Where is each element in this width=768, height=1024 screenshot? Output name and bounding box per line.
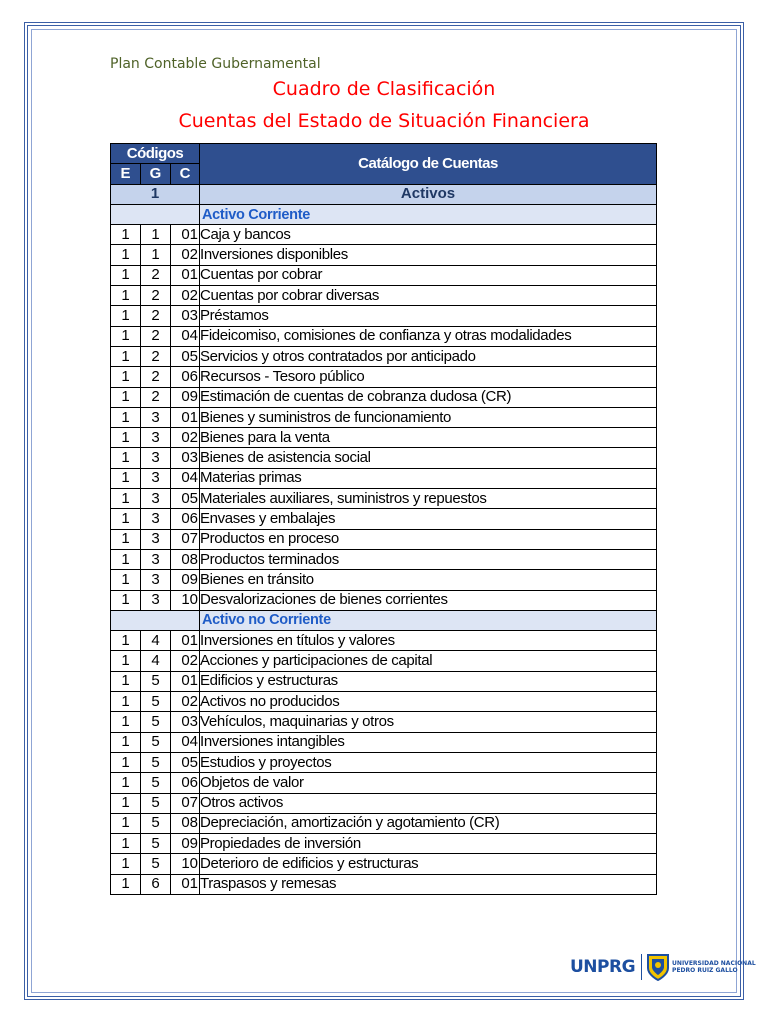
table-row [111,631,657,651]
account-name: Productos en proceso [200,529,657,549]
code-g: 3 [141,509,171,529]
account-name: Caja y bancos [200,225,657,245]
code-e: 1 [111,651,141,671]
code-c: 05 [171,489,200,509]
code-c: 01 [171,225,200,245]
code-c: 07 [171,529,200,549]
code-e: 1 [111,225,141,245]
code-c: 06 [171,509,200,529]
code-c: 01 [171,874,200,894]
code-e: 1 [111,367,141,387]
code-g: 4 [141,651,171,671]
code-e: 1 [111,834,141,854]
code-c: 03 [171,712,200,732]
code-g: 3 [141,428,171,448]
code-g: 1 [141,245,171,265]
table-row [111,834,657,854]
document-title: Cuadro de Clasificación [272,78,496,100]
code-c: 02 [171,245,200,265]
table-row [111,874,657,894]
account-name: Servicios y otros contratados por anticipado [200,346,657,366]
table-row [111,671,657,691]
account-name: Bienes en tránsito [200,570,657,590]
account-name: Propiedades de inversión [200,834,657,854]
code-c: 01 [171,671,200,691]
code-g: 3 [141,570,171,590]
code-c: 06 [171,367,200,387]
code-g: 3 [141,489,171,509]
account-name: Bienes y suministros de funcionamiento [200,407,657,427]
university-name-line1: UNIVERSIDAD NACIONAL [672,960,756,967]
table-row [111,225,657,245]
section-code-cell [111,204,200,224]
code-c: 04 [171,732,200,752]
code-e: 1 [111,692,141,712]
code-e: 1 [111,407,141,427]
code-c: 09 [171,834,200,854]
section-row [111,204,657,224]
table-row [111,854,657,874]
account-name: Traspasos y remesas [200,874,657,894]
table-row [111,407,657,427]
section-title: Activo no Corriente [200,610,657,630]
table-row [111,813,657,833]
section-row [111,610,657,630]
code-e: 1 [111,813,141,833]
code-e: 1 [111,326,141,346]
table-row [111,752,657,772]
account-name: Acciones y participaciones de capital [200,651,657,671]
table-row [111,326,657,346]
code-e: 1 [111,489,141,509]
class-name: Activos [200,184,657,204]
account-name: Edificios y estructuras [200,671,657,691]
code-e: 1 [111,590,141,610]
code-c: 05 [171,752,200,772]
code-e: 1 [111,549,141,569]
code-c: 01 [171,407,200,427]
code-g: 4 [141,631,171,651]
table-row [111,245,657,265]
code-g: 3 [141,407,171,427]
account-name: Productos terminados [200,549,657,569]
code-e: 1 [111,509,141,529]
code-c: 02 [171,286,200,306]
accounts-table [110,143,657,895]
table-row [111,651,657,671]
code-e: 1 [111,306,141,326]
code-e: 1 [111,245,141,265]
logo-divider [641,954,642,980]
account-name: Desvalorizaciones de bienes corrientes [200,590,657,610]
section-title: Activo Corriente [200,204,657,224]
table-row [111,793,657,813]
account-name: Envases y embalajes [200,509,657,529]
code-c: 04 [171,468,200,488]
code-c: 03 [171,306,200,326]
code-e: 1 [111,712,141,732]
column-g-header: G [141,164,171,184]
code-e: 1 [111,854,141,874]
account-name: Vehículos, maquinarias y otros [200,712,657,732]
code-g: 5 [141,834,171,854]
account-name: Objetos de valor [200,773,657,793]
code-c: 05 [171,346,200,366]
code-c: 02 [171,651,200,671]
account-name: Materias primas [200,468,657,488]
university-name [672,960,756,974]
code-c: 04 [171,326,200,346]
code-e: 1 [111,468,141,488]
code-e: 1 [111,346,141,366]
class-row [111,184,657,204]
table-row [111,306,657,326]
code-g: 3 [141,549,171,569]
code-c: 03 [171,448,200,468]
account-name: Depreciación, amortización y agotamiento (CR) [200,813,657,833]
code-e: 1 [111,671,141,691]
code-g: 6 [141,874,171,894]
code-c: 09 [171,387,200,407]
table-row [111,549,657,569]
account-name: Préstamos [200,306,657,326]
code-c: 07 [171,793,200,813]
code-g: 2 [141,306,171,326]
code-c: 10 [171,854,200,874]
account-name: Inversiones intangibles [200,732,657,752]
account-name: Fideicomiso, comisiones de confianza y otras modalidades [200,326,657,346]
table-row [111,428,657,448]
code-e: 1 [111,286,141,306]
account-name: Estudios y proyectos [200,752,657,772]
table-row [111,489,657,509]
shield-icon [647,953,669,981]
code-g: 2 [141,367,171,387]
code-g: 5 [141,692,171,712]
table-row [111,732,657,752]
table-row [111,570,657,590]
table-row [111,509,657,529]
code-g: 5 [141,773,171,793]
code-c: 02 [171,692,200,712]
code-g: 5 [141,671,171,691]
code-g: 5 [141,732,171,752]
account-name: Deterioro de edificios y estructuras [200,854,657,874]
codes-header: Códigos [111,144,200,164]
account-name: Materiales auxiliares, suministros y repuestos [200,489,657,509]
code-g: 3 [141,590,171,610]
account-name: Otros activos [200,793,657,813]
code-c: 08 [171,813,200,833]
table-row [111,692,657,712]
account-name: Bienes de asistencia social [200,448,657,468]
university-logo [570,953,756,981]
code-c: 02 [171,428,200,448]
account-name: Inversiones disponibles [200,245,657,265]
account-name: Inversiones en títulos y valores [200,631,657,651]
code-g: 5 [141,854,171,874]
code-e: 1 [111,773,141,793]
table-row [111,286,657,306]
table-row [111,590,657,610]
code-g: 2 [141,326,171,346]
section-code-cell [111,610,200,630]
document-subtitle: Cuentas del Estado de Situación Financiera [178,110,590,132]
table-row [111,468,657,488]
code-g: 2 [141,265,171,285]
code-c: 08 [171,549,200,569]
class-code: 1 [111,184,200,204]
account-name: Cuentas por cobrar diversas [200,286,657,306]
table-row [111,448,657,468]
code-g: 3 [141,529,171,549]
table-row [111,773,657,793]
code-e: 1 [111,387,141,407]
catalog-header: Catálogo de Cuentas [200,144,657,185]
column-c-header: C [171,164,200,184]
code-e: 1 [111,529,141,549]
code-g: 1 [141,225,171,245]
university-name-line2: PEDRO RUIZ GALLO [672,967,738,974]
table-row [111,529,657,549]
code-e: 1 [111,265,141,285]
code-g: 5 [141,712,171,732]
code-e: 1 [111,793,141,813]
code-e: 1 [111,570,141,590]
code-g: 5 [141,813,171,833]
account-name: Bienes para la venta [200,428,657,448]
code-g: 5 [141,793,171,813]
table-row [111,346,657,366]
code-c: 10 [171,590,200,610]
code-g: 3 [141,448,171,468]
code-g: 2 [141,286,171,306]
account-name: Estimación de cuentas de cobranza dudosa (CR) [200,387,657,407]
table-row [111,367,657,387]
account-name: Cuentas por cobrar [200,265,657,285]
column-e-header: E [111,164,141,184]
code-g: 2 [141,346,171,366]
code-e: 1 [111,448,141,468]
logo-text: UNPRG [570,957,636,977]
account-name: Recursos - Tesoro público [200,367,657,387]
account-name: Activos no producidos [200,692,657,712]
table-row [111,265,657,285]
code-g: 2 [141,387,171,407]
code-g: 3 [141,468,171,488]
table-row [111,712,657,732]
header-label: Plan Contable Gubernamental [110,56,321,72]
code-e: 1 [111,732,141,752]
code-c: 09 [171,570,200,590]
code-c: 01 [171,265,200,285]
code-e: 1 [111,428,141,448]
code-e: 1 [111,631,141,651]
code-c: 06 [171,773,200,793]
table-row [111,387,657,407]
code-c: 01 [171,631,200,651]
code-g: 5 [141,752,171,772]
code-e: 1 [111,874,141,894]
code-e: 1 [111,752,141,772]
